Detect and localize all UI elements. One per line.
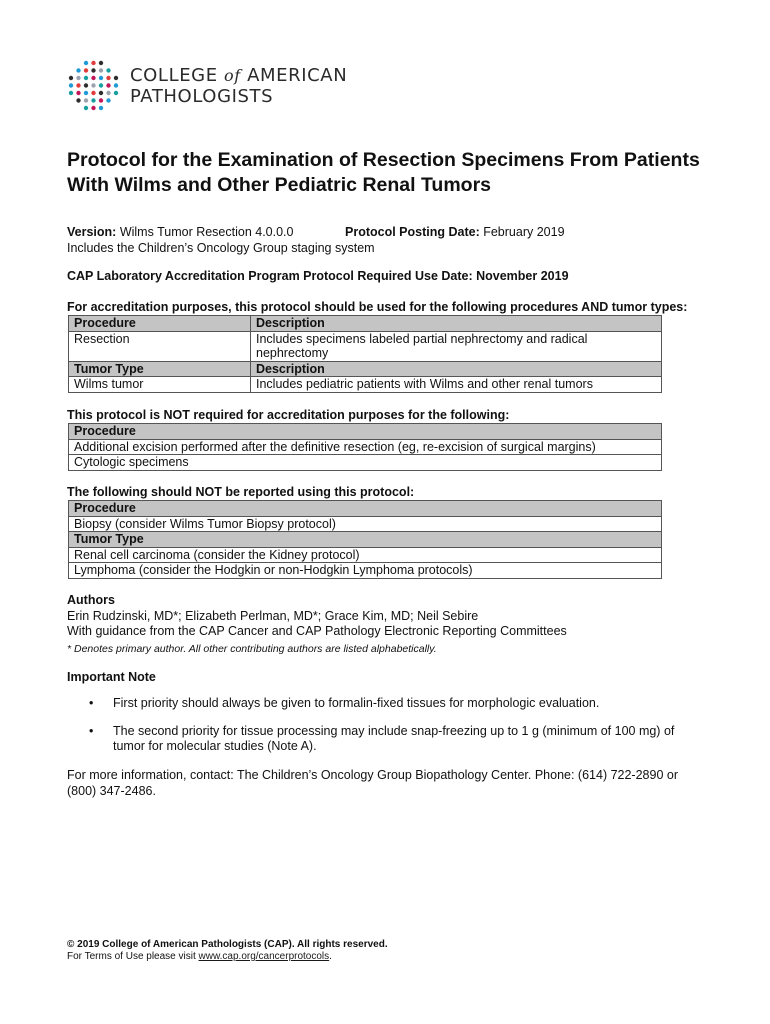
footer xyxy=(67,939,388,963)
table-cell: Includes pediatric patients with Wilms and other renal tumors xyxy=(251,377,662,393)
list-item-text: First priority should always be given to formalin-fixed tissues for morphologic evaluation. xyxy=(113,696,600,710)
list-item-text: The second priority for tissue processing may include snap-freezing up to 1 g (minimum of 100 mg) of tumor for molecular studies (Note A). xyxy=(113,723,675,753)
required-use-date: CAP Laboratory Accreditation Program Protocol Required Use Date: November 2019 xyxy=(67,269,569,283)
header-cell: Procedure xyxy=(69,424,662,440)
document-title: Protocol for the Examination of Resection Specimens From Patients With Wilms and Other Pediatric Renal Tumors xyxy=(67,149,700,196)
version-label: Version: xyxy=(67,225,117,239)
not-reported-table xyxy=(68,500,662,579)
header-cell: Procedure xyxy=(69,316,251,332)
cap-logo xyxy=(66,58,347,114)
header-cell: Description xyxy=(251,361,662,377)
header-cell: Description xyxy=(251,316,662,332)
terms-suffix: . xyxy=(329,951,332,962)
table-row xyxy=(69,439,662,455)
authors-names: Erin Rudzinski, MD*; Elizabeth Perlman, MD*; Grace Kim, MD; Neil Sebire xyxy=(67,608,479,623)
bullet-icon: • xyxy=(89,723,94,738)
authors-block xyxy=(67,593,567,640)
logo-word-american: AMERICAN xyxy=(240,64,348,86)
not-required-heading: This protocol is NOT required for accreditation purposes for the following: xyxy=(67,408,510,422)
not-reported-heading: The following should NOT be reported using this protocol: xyxy=(67,485,415,499)
important-note-heading: Important Note xyxy=(67,670,156,684)
copyright-text: © 2019 College of American Pathologists (CAP). All rights reserved. xyxy=(67,939,388,950)
terms-link[interactable]: www.cap.org/cancerprotocols xyxy=(198,951,330,962)
table-row xyxy=(69,331,662,361)
table-header-row xyxy=(69,316,662,332)
table-cell: Resection xyxy=(69,331,251,361)
header-cell: Tumor Type xyxy=(69,532,662,548)
posting-date-value: February 2019 xyxy=(483,225,565,239)
logo-word-of: of xyxy=(224,65,241,85)
table-row xyxy=(69,455,662,471)
authors-heading: Authors xyxy=(67,593,115,607)
table-row xyxy=(69,547,662,563)
version-value: Wilms Tumor Resection 4.0.0.0 xyxy=(119,225,294,239)
logo-word-pathologists: PATHOLOGISTS xyxy=(130,85,274,107)
table-header-row xyxy=(69,424,662,440)
table-cell: Lymphoma (consider the Hodgkin or non-Hodgkin Lymphoma protocols) xyxy=(69,563,662,579)
posting-date-label: Protocol Posting Date: xyxy=(345,225,480,239)
table-cell: Biopsy (consider Wilms Tumor Biopsy protocol) xyxy=(69,516,662,532)
terms-prefix: For Terms of Use please visit xyxy=(67,951,199,962)
table-cell: Wilms tumor xyxy=(69,377,251,393)
accreditation-heading: For accreditation purposes, this protocol should be used for the following procedures AND tumor types: xyxy=(67,300,688,314)
bullet-icon: • xyxy=(89,696,94,710)
table-header-row xyxy=(69,532,662,548)
list-item xyxy=(67,724,697,755)
authors-footnote: * Denotes primary author. All other contributing authors are listed alphabetically. xyxy=(67,643,437,655)
contact-info: For more information, contact: The Children’s Oncology Group Biopathology Center. Phone: (614) 722-2890 or (800) 347-2486. xyxy=(67,768,678,798)
table-cell: Renal cell carcinoma (consider the Kidney protocol) xyxy=(69,547,662,563)
table-row xyxy=(69,563,662,579)
list-item xyxy=(67,696,697,712)
table-row xyxy=(69,377,662,393)
cap-logo-wordmark xyxy=(130,65,347,108)
authors-guidance: With guidance from the CAP Cancer and CAP Pathology Electronic Reporting Committees xyxy=(67,624,567,638)
version-block xyxy=(67,225,747,256)
accreditation-table xyxy=(68,315,662,393)
header-cell: Tumor Type xyxy=(69,361,251,377)
not-required-table xyxy=(68,423,662,471)
table-cell: Cytologic specimens xyxy=(69,455,662,471)
table-cell: Additional excision performed after the definitive resection (eg, re-excision of surgical margins) xyxy=(69,439,662,455)
important-note-list xyxy=(67,696,697,767)
table-header-row xyxy=(69,361,662,377)
header-cell: Procedure xyxy=(69,501,662,517)
logo-word-college: COLLEGE xyxy=(130,64,225,86)
table-row xyxy=(69,516,662,532)
table-cell: Includes specimens labeled partial nephrectomy and radical nephrectomy xyxy=(251,331,662,361)
staging-note: Includes the Children’s Oncology Group staging system xyxy=(67,240,375,255)
cap-logo-dots-icon xyxy=(66,58,122,114)
table-header-row xyxy=(69,501,662,517)
